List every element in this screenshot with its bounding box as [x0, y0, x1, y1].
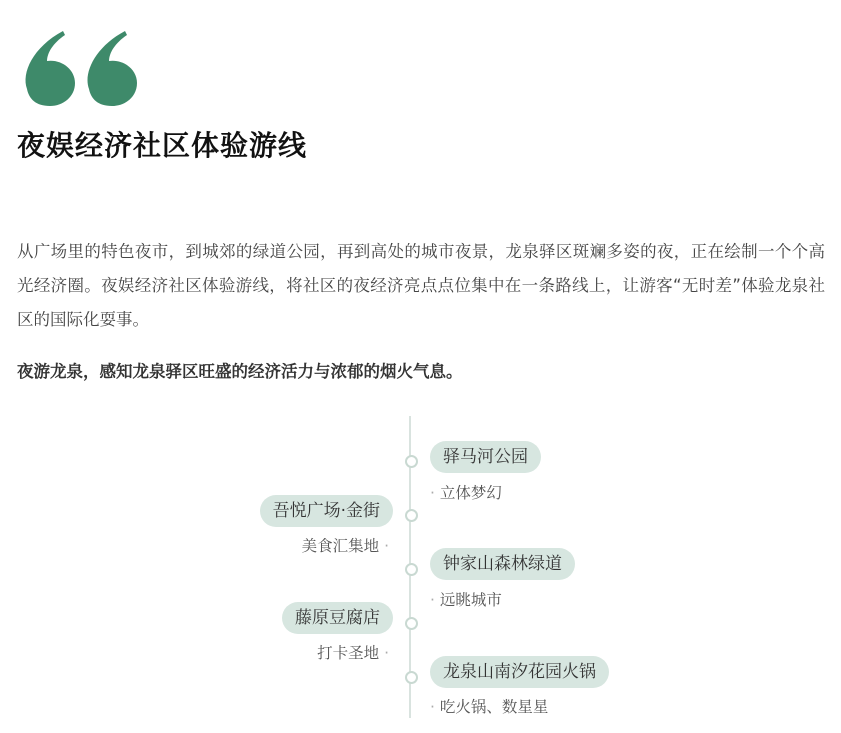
- article-title: 夜娱经济社区体验游线: [17, 129, 308, 162]
- stop-name-pill[interactable]: 吾悦广场·金街: [260, 495, 393, 527]
- timeline-node: [405, 455, 418, 468]
- separator-dot: ·: [384, 537, 389, 555]
- separator-dot: ·: [430, 591, 435, 609]
- stop-name-pill[interactable]: 钟家山森林绿道: [430, 548, 575, 580]
- stop-name-pill[interactable]: 驿马河公园: [430, 441, 541, 473]
- stop-subtitle: [430, 481, 502, 503]
- stop-subtitle-text: 打卡圣地: [317, 644, 380, 662]
- separator-dot: ·: [430, 484, 435, 502]
- stop-subtitle-text: 吃火锅、数星星: [439, 698, 549, 716]
- stop-subtitle: [430, 695, 548, 717]
- quotation-mark-icon: [17, 29, 139, 107]
- timeline-node: [405, 671, 418, 684]
- stop-subtitle-text: 远眺城市: [439, 591, 502, 609]
- timeline-axis: [409, 416, 411, 718]
- stop-subtitle: [317, 641, 389, 663]
- timeline-node: [405, 563, 418, 576]
- timeline-node: [405, 617, 418, 630]
- separator-dot: ·: [430, 698, 435, 716]
- stop-name-pill[interactable]: 藤原豆腐店: [282, 602, 393, 634]
- intro-paragraph: 从广场里的特色夜市，到城郊的绿道公园，再到高处的城市夜景，龙泉驿区斑斓多姿的夜，正在绘制一个个高光经济圈。夜娱经济社区体验游线，将社区的夜经济亮点点位集中在一条路线上，让游客“无时差”体验龙泉社区的国际化耍事。: [17, 242, 825, 329]
- stop-subtitle-text: 立体梦幻: [439, 484, 502, 502]
- stop-subtitle: [302, 534, 389, 556]
- separator-dot: ·: [384, 644, 389, 662]
- stop-name-pill[interactable]: 龙泉山南汐花园火锅: [430, 656, 609, 688]
- stop-subtitle: [430, 588, 502, 610]
- highlight-statement: 夜游龙泉，感知龙泉驿区旺盛的经济活力与浓郁的烟火气息。: [17, 362, 463, 381]
- stop-subtitle-text: 美食汇集地: [301, 537, 380, 555]
- timeline-node: [405, 509, 418, 522]
